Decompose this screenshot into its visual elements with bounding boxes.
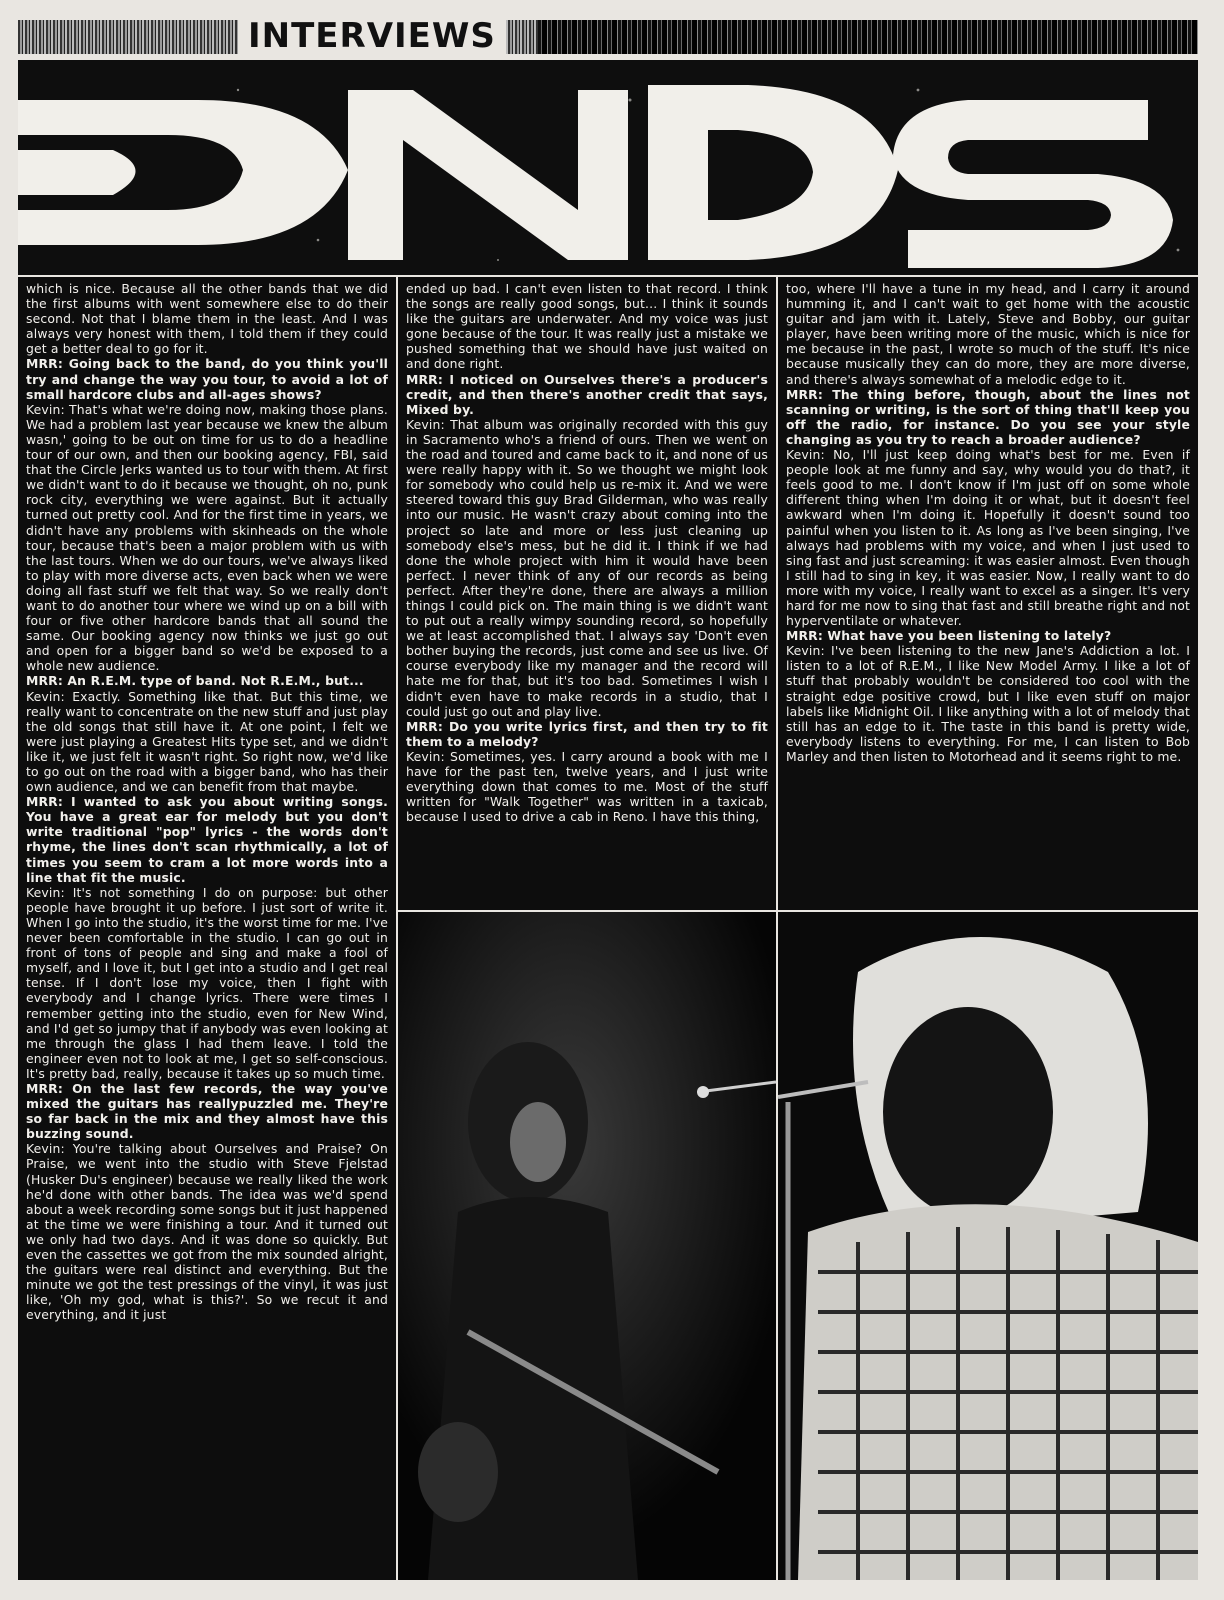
article-column-2 [398,277,776,910]
interview-answer: Kevin: Sometimes, yes. I carry around a book with me I have for the past ten, twelve years, and I just write everything down that comes to me. Most of the stuff written for "Walk Together" was written in a taxicab, because I used to drive a cab in Reno. I have this thing, [406,748,768,825]
article-column-1 [18,277,396,1580]
interview-answer: Kevin: It's not something I do on purpose: but other people have brought it up before. I just sort of write it. When I go into the studio, it's the worst time for me. I've never been comfortable in the studio. I can go out in front of tons of people and sing and make a fool of myself, and I love it, but I get into a studio and I get real tense. If I don't lose my voice, then I fight with everybody and I change lyrics. There were times I remember getting into the studio, even for New Wind, and I'd get so jumpy that if anybody was even looking at me through the glass I had them leave. I told the engineer even not to look at me, I get so self-conscious. It's pretty bad, really, because it takes up so much time. [26,884,388,1081]
interview-question: MRR: An R.E.M. type of band. Not R.E.M., but... [26,673,364,689]
interview-question: MRR: Going back to the band, do you think you'll try and change the way you tour, to avoid a lot of small hardcore clubs and all-ages shows? [26,356,388,402]
interview-answer: Kevin: No, I'll just keep doing what's best for me. Even if people look at me funny and say, why would you do that?, it feels good to me. I don't know if I'm just off on some whole different thing when I'm doing it or what, but it doesn't feel awkward when I'm doing it. Hopefully it doesn't sound too painful when you listen to it. As long as I've been singing, I've always had problems with my voice, and when I just used to sing fast and just screaming: it was easier almost. Even though I still had to sing in key, it was easier. Now, I really want to do more with my voice, I really want to excel as a singer. It's very hard for me now to sing that fast and still breathe right and not hyperventilate or whatever. [786,447,1190,629]
interview-answer: too, where I'll have a tune in my head, and I carry it around humming it, and I can't wait to get home with the acoustic guitar and jam with it. Lately, Steve and Bobby, our guitar player, have been writing more of the music, which is nice for me because in the past, I wrote so much of the stuff. It's nice because musically they can do more, they are more diverse, and there's always somewhat of a melodic edge to it. [786,281,1190,387]
photo-singer [778,912,1198,1580]
interview-answer: Kevin: That's what we're doing now, making those plans. We had a problem last year because we knew the album wasn,' going to be out on time for us to do a headline tour of our own, and then our booking agency, FBI, said that the Circle Jerks wanted us to tour with them. At first we didn't want to do it because we thought, oh no, punk rock city, everything we were against. But it actually turned out pretty cool. And for the first time in years, we didn't have any problems with skinheads on the whole tour, because that's been a major problem with us with the last tours. When we do our tours, we've always liked to play with more diverse acts, even back when we were doing all fast stuff we felt that way. So we really don't want to do another tour where we wind up on a bill with four or five other hardcore bands that all sound the same. Our booking agency now thinks we just go out and open for a bigger band so we'd be exposed to a whole new audience. [26,401,388,674]
interview-answer: Kevin: You're talking about Ourselves and Praise? On Praise, we went into the studio with Steve Fjelstad (Husker Du's engineer) because we really liked the work he'd done with other bands. The idea was we'd spend about a week recording some songs but it just happened at the time we were finishing a tour. And it turned out we only had two days. And it was done so quickly. But even the cassettes we got from the mix sounded alright, the guitars were real distinct and everything. But the minute we got the test pressings of the vinyl, it was just like, 'Oh my god, what is this?'. So we recut it and everything, and it just [26,1141,388,1323]
interview-answer: which is nice. Because all the other bands that we did the first albums with went somewhere else to do their second. Not that I blame them in the least. And I was always very honest with them, I told them if they could get a better deal to go for it. [26,281,388,357]
interview-question: MRR: On the last few records, the way you've mixed the guitars has reallypuzzled me. They're so far back in the mix and they almost have this buzzing sound. [26,1080,388,1142]
interview-question: MRR: The thing before, though, about the lines not scanning or writing, is the sort of thing that'll keep you off the radio, for instance. Do you see your style changing as you try to reach a broader audience? [786,386,1190,447]
header-dark-band [538,20,1198,54]
interview-answer: Kevin: I've been listening to the new Jane's Addiction a lot. I listen to a lot of R.E.M., I like New Model Army. I like a lot of stuff that probably wouldn't be considered too cool with the straight edge positive crowd, but I like even stuff on major labels like Midnight Oil. I like anything with a lot of melody that still has an edge to it. The taste in this band is pretty wide, everybody listens to everything. For me, I can listen to Bob Marley and then listen to Motorhead and it seems right to me. [786,643,1190,764]
interview-answer: Kevin: That album was originally recorded with this guy in Sacramento who's a friend of ours. Then we went on the road and toured and came back to it, and none of us were really happy with it. So we thought we might look for somebody who could help us re-mix it. And we were steered toward this guy Brad Gilderman, who was really into our music. He wasn't crazy about coming into the project so late and more or less just cleaning up somebody else's mess, but he did it. I think if we had done the whole project with him it would have been perfect. I never think of any of our records as being perfect. After they're done, there are always a million things I could pick on. The main thing is we didn't want to put out a really wimpy sounding record, so hopefully we at least accomplished that. I always say 'Don't even bother buying the records, just come and see us live. Of course everybody like my manager and the record will hate me for that, but it's too bad. Sometimes I wish I didn't even have to make records in a studio, that I could just go out and play live. [406,416,768,719]
article-column-3 [778,277,1198,910]
section-title: INTERVIEWS [238,16,506,56]
interview-question: MRR: Do you write lyrics first, and then try to fit them to a melody? [406,718,768,749]
header-halftone-band [18,20,1198,54]
photo-guitarist [398,912,776,1580]
interview-question: MRR: I noticed on Ourselves there's a producer's credit, and then there's another credit that says, Mixed by. [406,371,768,417]
interview-question: MRR: What have you been listening to lately? [786,628,1112,644]
interview-question: MRR: I wanted to ask you about writing songs. You have a great ear for melody but you don't write traditional "pop" lyrics - the words don't rhyme, the lines don't scan rhythmically, a lot of times you seem to cram a lot more words into a line that fit the music. [26,794,388,885]
band-logo-graphic [18,60,1198,275]
photo-guitarist-graphic [398,912,776,1580]
band-logo [18,60,1198,275]
interview-answer: ended up bad. I can't even listen to that record. I think the songs are really good songs, but... I think it sounds like the guitars are underwater. And my voice was just gone because of the tour. It was really just a mistake we pushed something that we should have just waited on and done right. [406,281,768,372]
interview-answer: Kevin: Exactly. Something like that. But this time, we really want to concentrate on the new stuff and just play the old songs that still have it. At one point, I felt we were just playing a Greatest Hits type set, and we didn't like it, we just felt it wasn't right. So right now, we'd like to go out on the road with a bigger band, who has their own audience, and we can benefit from that maybe. [26,688,388,795]
photo-singer-graphic [778,912,1198,1580]
